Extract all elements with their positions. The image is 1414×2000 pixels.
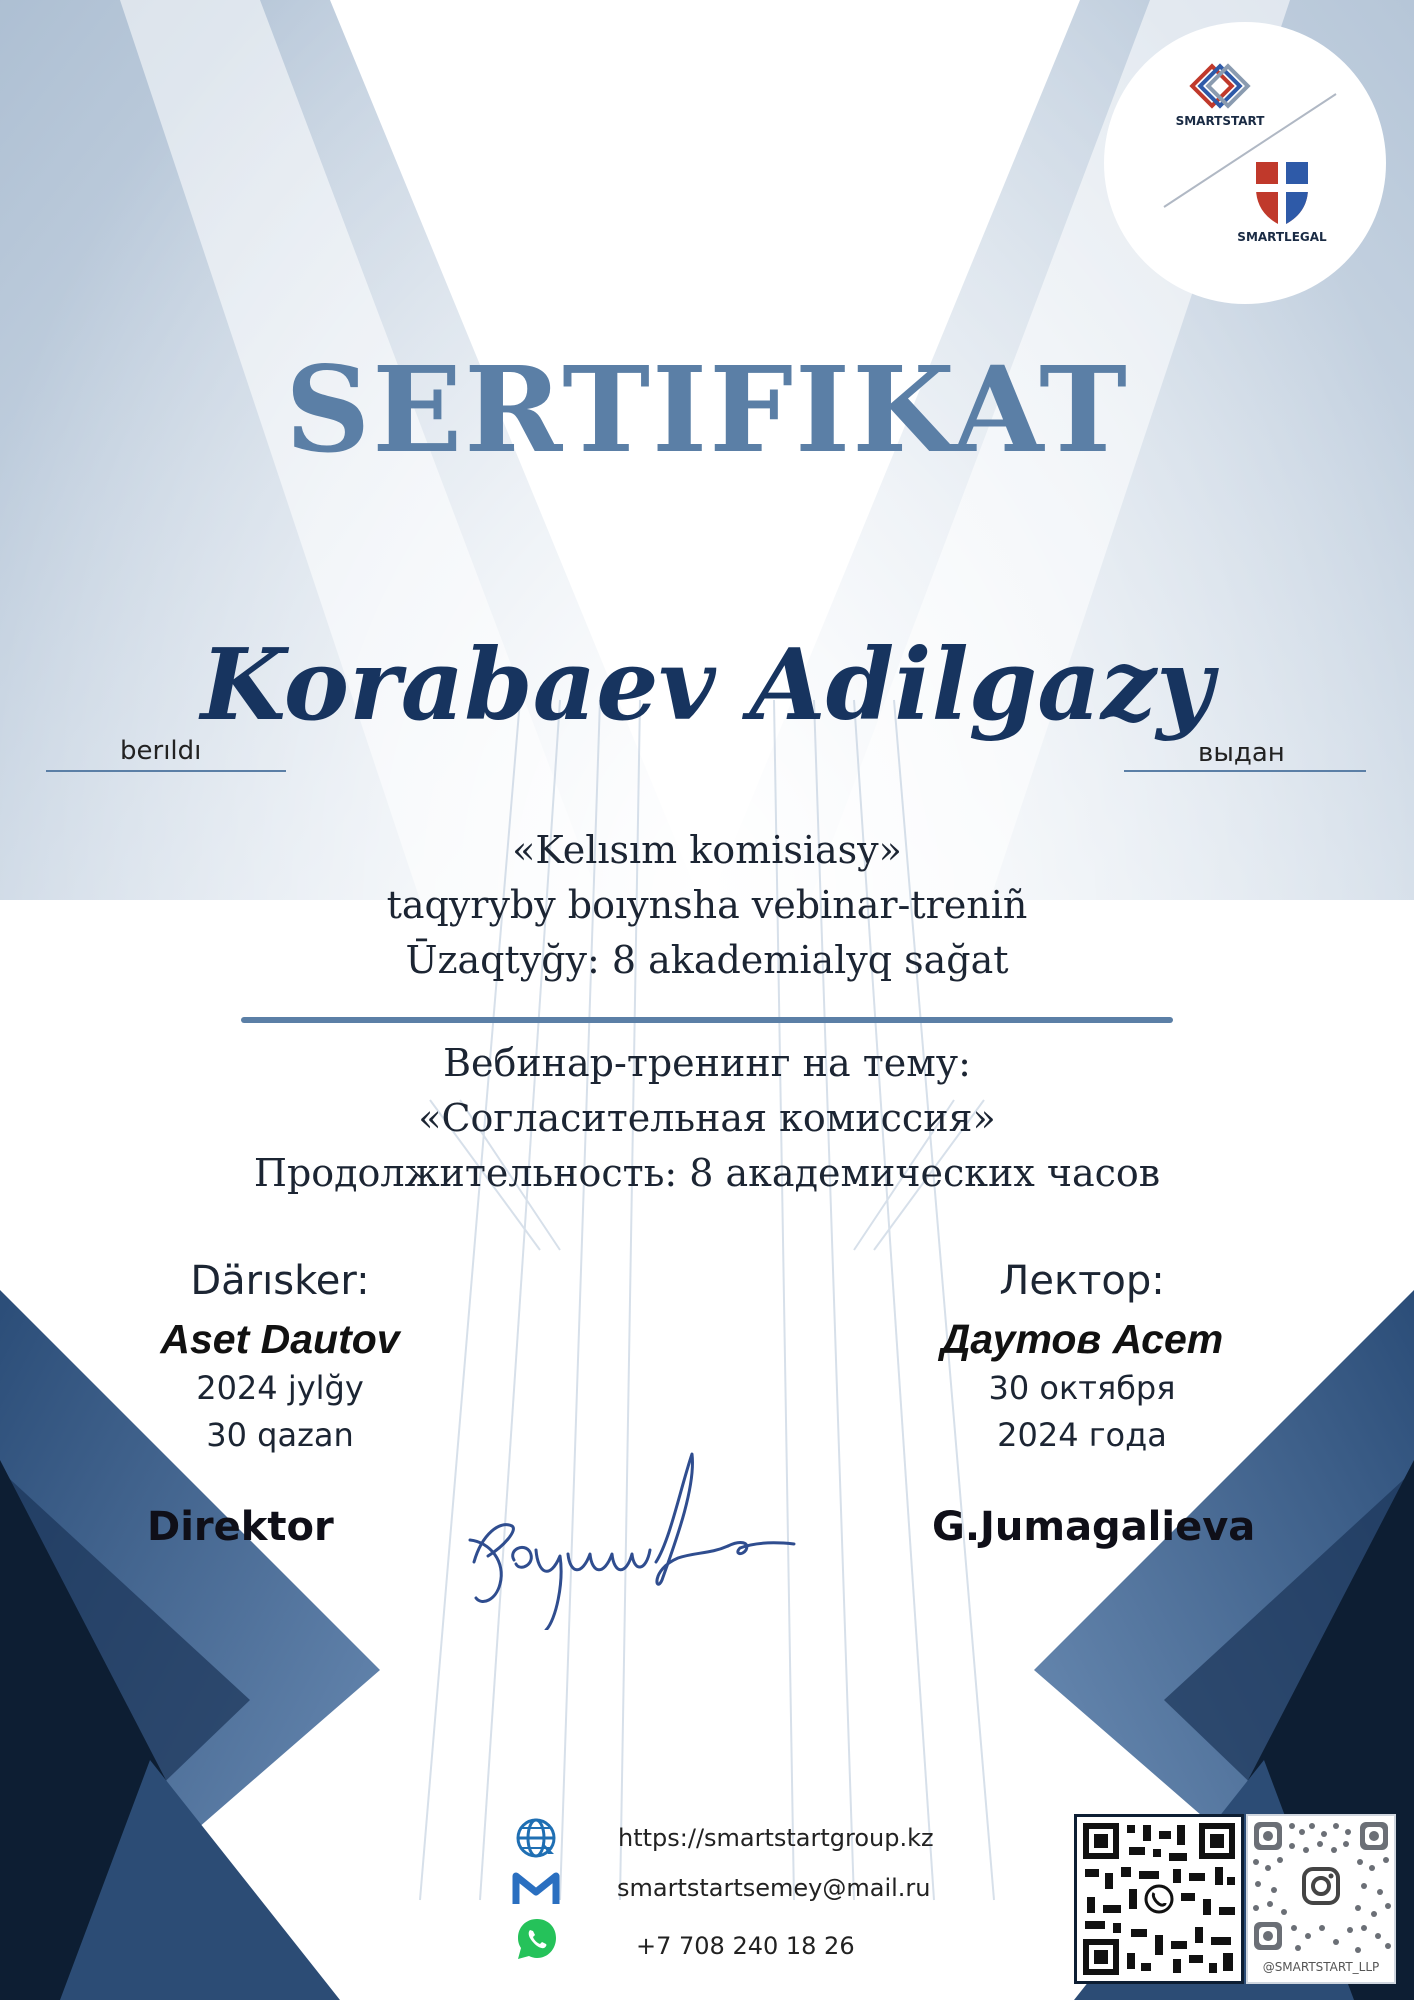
course-kz-line1: «Kelısım komisiasy» xyxy=(512,828,902,872)
smartstart-logo-icon xyxy=(1104,22,1386,304)
whatsapp-icon xyxy=(514,1916,560,1962)
course-kz-line2: taqyryby boıynsha vebinar-treniñ xyxy=(386,883,1028,927)
lecture-date-kz-line1: 2024 jylğy xyxy=(196,1369,364,1407)
logo-smartstart-text: SMARTSTART xyxy=(1175,114,1265,128)
lecture-date-ru-line1: 30 октября xyxy=(988,1369,1176,1407)
lecture-date-ru-line2: 2024 года xyxy=(997,1416,1167,1454)
director-label: Direktor xyxy=(147,1504,334,1550)
phone-number[interactable]: +7 708 240 18 26 xyxy=(636,1932,855,1960)
course-description-ru xyxy=(0,1036,1414,1201)
lecturer-role-ru: Лектор: xyxy=(999,1258,1165,1304)
lecturer-role-kz: Därısker: xyxy=(190,1258,370,1304)
section-divider xyxy=(241,1017,1173,1023)
course-description-kz xyxy=(0,823,1414,988)
qr-code-instagram[interactable] xyxy=(1246,1814,1396,1984)
course-ru-line3: Продолжительность: 8 академических часов xyxy=(253,1151,1161,1195)
given-label-kz: berıldı xyxy=(120,736,202,766)
course-kz-line3: Ūzaqtyğy: 8 akademialyq sağat xyxy=(405,938,1009,982)
course-ru-line1: Вебинар-тренинг на тему: xyxy=(443,1041,971,1085)
globe-icon xyxy=(514,1816,558,1860)
director-name: G.Jumagalieva xyxy=(932,1504,1256,1550)
email-link[interactable]: smartstartsemey@mail.ru xyxy=(617,1874,931,1902)
website-link[interactable]: https://smartstartgroup.kz xyxy=(618,1824,934,1852)
given-label-ru: выдан xyxy=(1198,738,1285,768)
lecturer-block-kz xyxy=(80,1258,480,1459)
qr-code-whatsapp[interactable] xyxy=(1074,1814,1244,1984)
course-ru-line2: «Согласительная комиссия» xyxy=(418,1096,996,1140)
lecturer-name-ru: Даутов Асет xyxy=(940,1316,1224,1362)
lecturer-block-ru xyxy=(882,1258,1282,1459)
certificate-title: SERTIFIKAT xyxy=(285,340,1129,479)
instagram-handle: @SMARTSTART_LLP xyxy=(1262,1960,1380,1974)
handwritten-signature xyxy=(460,1450,800,1630)
logo-smartlegal-text: SMARTLEGAL xyxy=(1237,230,1327,244)
lecturer-name-kz: Aset Dautov xyxy=(160,1316,400,1362)
given-underline-right xyxy=(1124,770,1366,772)
recipient-name: Korabaev Adilgazy xyxy=(200,628,1214,743)
lecture-date-kz-line2: 30 qazan xyxy=(206,1416,354,1454)
logo-badge xyxy=(1104,22,1386,304)
given-underline-left xyxy=(46,770,286,772)
gmail-icon xyxy=(512,1868,560,1908)
instagram-icon xyxy=(1304,1869,1338,1903)
